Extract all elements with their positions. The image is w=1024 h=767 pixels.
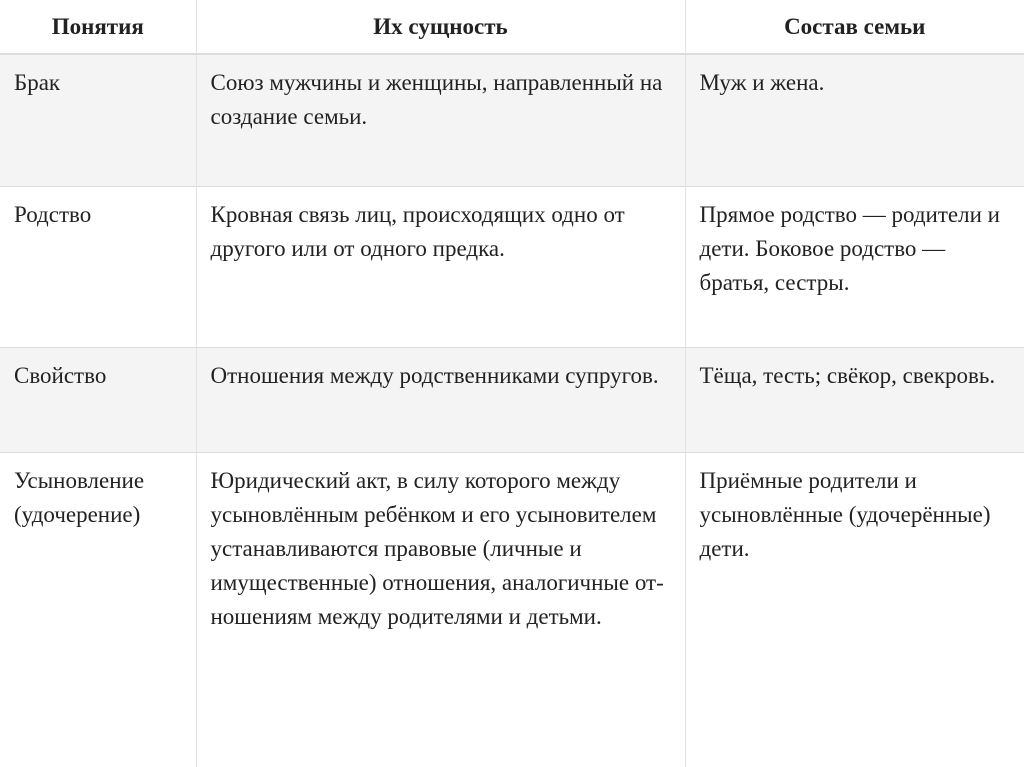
concept-cell: Усыновление (удочерение) [0, 452, 196, 767]
table-row [0, 186, 1024, 347]
concept-cell: Родство [0, 186, 196, 347]
header-family-composition: Состав семьи [685, 0, 1024, 54]
table-header-row [0, 0, 1024, 54]
table-row [0, 347, 1024, 452]
essence-cell: Отношения между родственниками супругов. [196, 347, 685, 452]
table-row [0, 452, 1024, 767]
concept-cell: Свойство [0, 347, 196, 452]
header-essence: Их сущность [196, 0, 685, 54]
essence-cell: Юридический акт, в силу которого между усыновлённым ребёнком и его усыновителем устанавливаются правовые (личные и имущественные) отношения, аналогичные от- ношениям между родителями и детьми. [196, 452, 685, 767]
family-cell: Муж и жена. [685, 54, 1024, 186]
family-cell: Приёмные родители и усыновлённые (удочерённые) дети. [685, 452, 1024, 767]
essence-cell: Кровная связь лиц, происходящих одно от другого или от одного предка. [196, 186, 685, 347]
table-row [0, 54, 1024, 186]
family-cell: Прямое родство — родители и дети. Боковое родство — братья, сестры. [685, 186, 1024, 347]
family-cell: Тёща, тесть; свёкор, свекровь. [685, 347, 1024, 452]
header-concepts: Понятия [0, 0, 196, 54]
concept-cell: Брак [0, 54, 196, 186]
essence-cell: Союз мужчины и женщины, направленный на создание семьи. [196, 54, 685, 186]
